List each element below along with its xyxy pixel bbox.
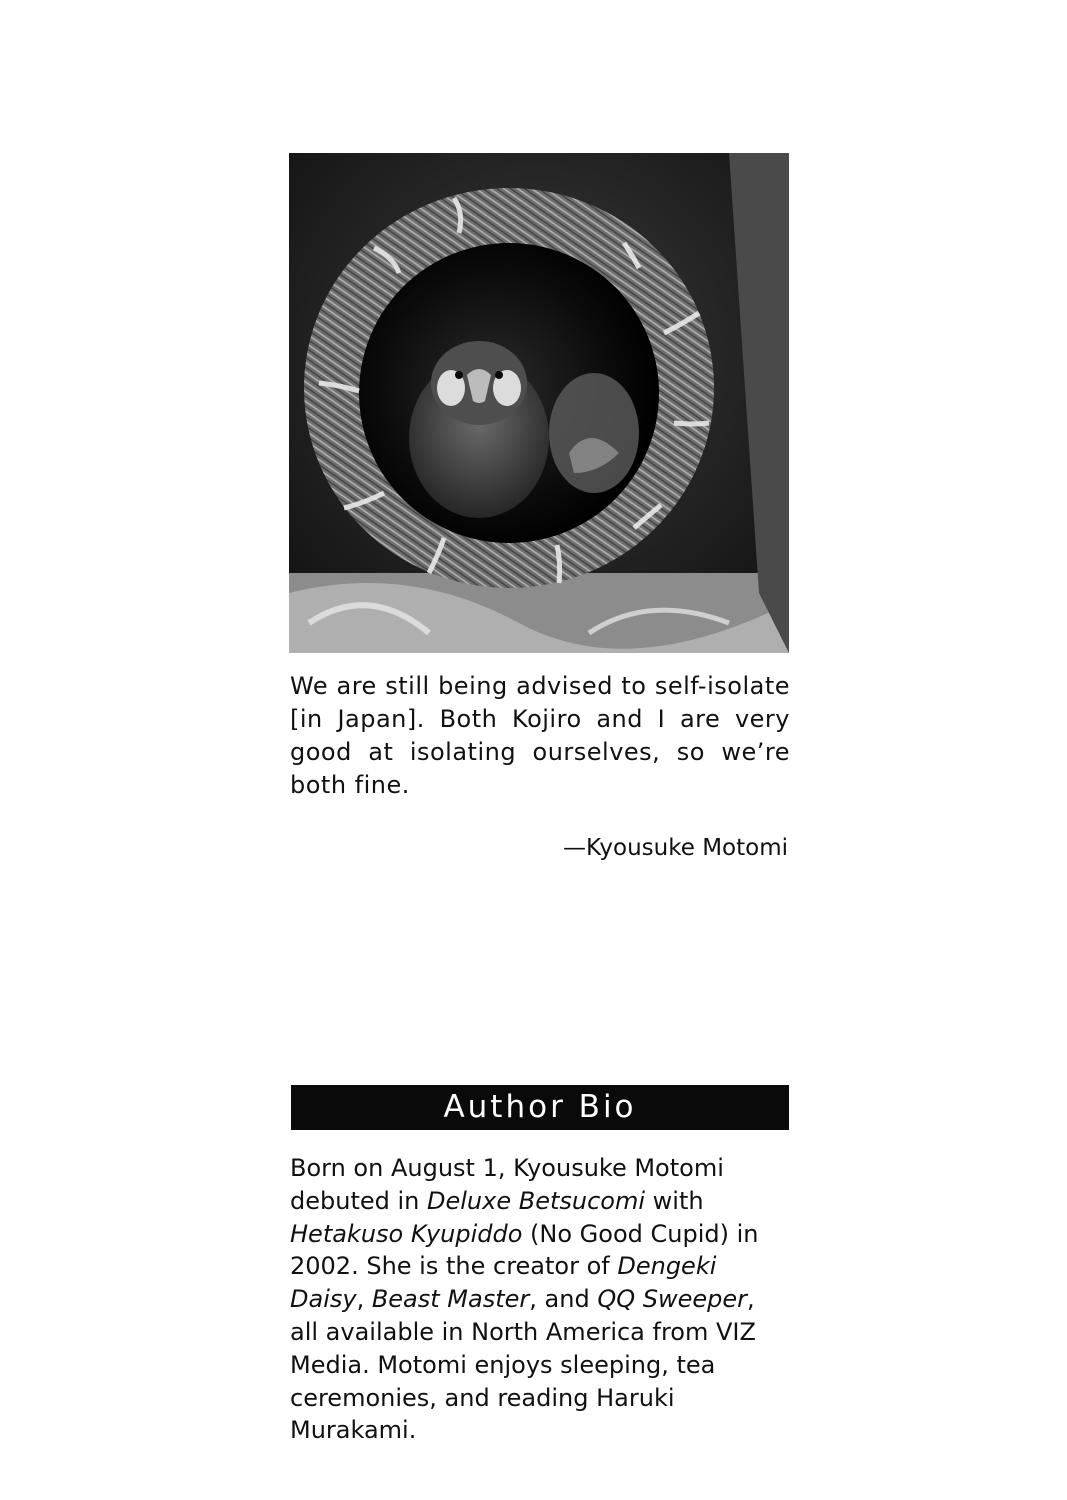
bio-text: , and <box>529 1285 598 1314</box>
title-hetakuso-kyupiddo: Hetakuso Kyupiddo <box>290 1219 523 1248</box>
bio-text: with <box>645 1186 704 1215</box>
bio-text: (No Good Cupid) in 2002. She is the creator of <box>290 1219 759 1281</box>
bio-text: Born on August 1, Kyousuke Motomi debuted in <box>290 1154 724 1215</box>
title-dengeki-daisy: Dengeki Daisy <box>290 1252 717 1314</box>
author-bio-text <box>290 1152 790 1447</box>
title-beast-master: Beast Master <box>371 1285 530 1314</box>
bio-text: , all available in North America from VIZ Media. Motomi enjoys sleeping, tea ceremonies, and reading Haruki Murakami. <box>290 1285 756 1445</box>
author-photo <box>289 153 789 653</box>
title-qq-sweeper: QQ Sweeper <box>597 1285 747 1314</box>
author-quote: We are still being advised to self-isolate [in Japan]. Both Kojiro and I are very good at isolating ourselves, so we’re both fine. <box>290 672 790 799</box>
title-deluxe-betsucomi: Deluxe Betsucomi <box>427 1186 646 1215</box>
bio-text: , <box>356 1285 372 1314</box>
quote-attribution: —Kyousuke Motomi <box>563 835 788 861</box>
author-bio-heading: Author Bio <box>291 1085 789 1130</box>
bird-in-nest-image <box>289 153 789 653</box>
